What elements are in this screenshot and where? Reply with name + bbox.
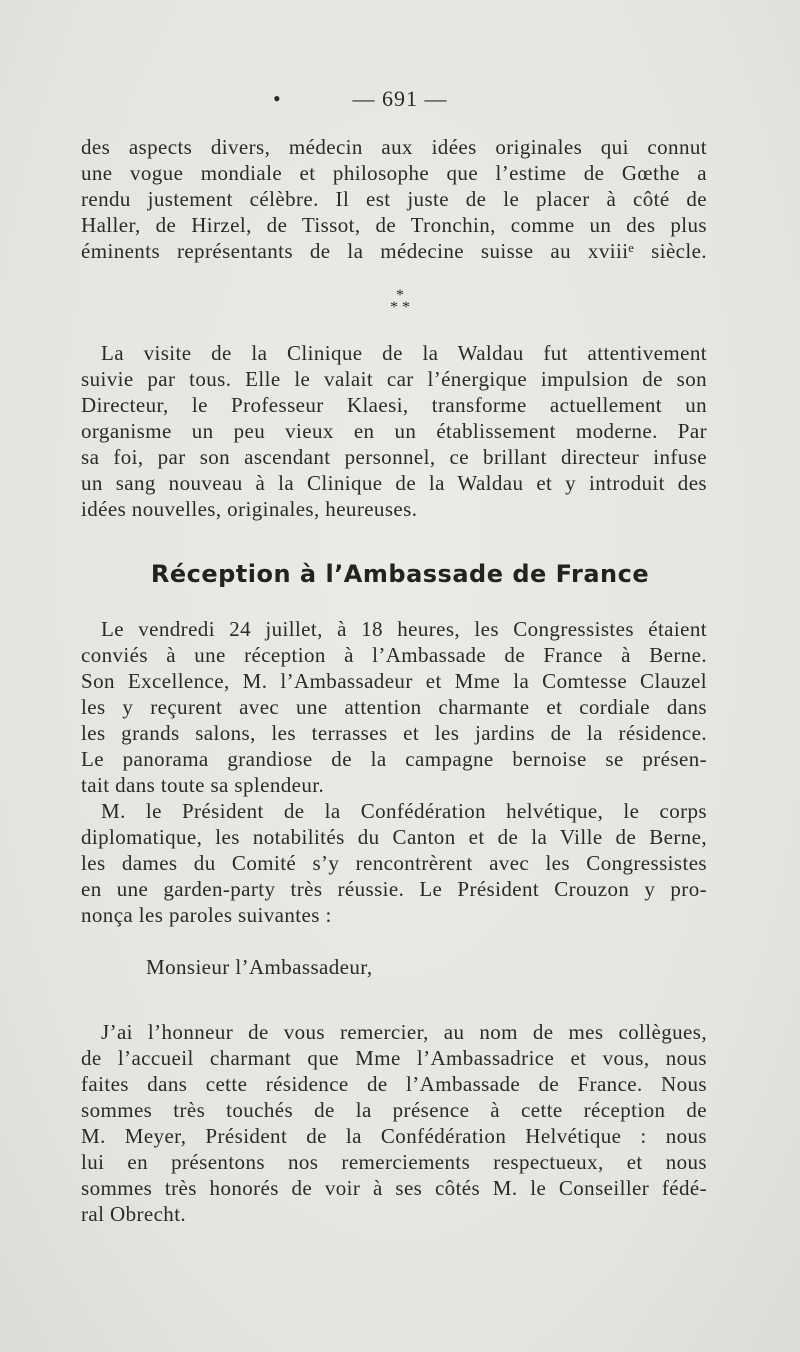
paragraph-1 <box>81 134 707 264</box>
text-line: Le panorama grandiose de la campagne bernoise se présen- <box>81 747 707 771</box>
text-line: Directeur, le Professeur Klaesi, transforme actuellement un <box>81 393 707 417</box>
text-line: idées nouvelles, originales, heureuses. <box>81 497 418 521</box>
text-line: rendu justement célèbre. Il est juste de le placer à côté de <box>81 187 707 211</box>
page-number: — 691 — <box>352 86 448 111</box>
paragraph-5 <box>81 1019 707 1227</box>
text-line: Le vendredi 24 juillet, à 18 heures, les Congressistes étaient <box>101 617 707 641</box>
text-line: tait dans toute sa splendeur. <box>81 773 325 797</box>
section-heading: Réception à l’Ambassade de France <box>150 560 650 588</box>
text-line: faites dans cette résidence de l’Ambassade de France. Nous <box>81 1072 707 1096</box>
text-line: diplomatique, les notabilités du Canton et de la Ville de Berne, <box>81 825 707 849</box>
text-line: les grands salons, les terrasses et les jardins de la résidence. <box>81 721 707 745</box>
paragraph-4 <box>81 798 707 928</box>
page-dot: • <box>273 86 281 111</box>
text-line: organisme un peu vieux en un établissement moderne. Par <box>81 419 707 443</box>
text-line: La visite de la Clinique de la Waldau fut attentivement <box>101 341 707 365</box>
text-line: les dames du Comité s’y rencontrèrent avec les Congressistes <box>81 851 707 875</box>
text-line: nonça les paroles suivantes : <box>81 903 332 927</box>
text-line: des aspects divers, médecin aux idées originales qui connut <box>81 135 707 159</box>
text-line: suivie par tous. Elle le valait car l’énergique impulsion de son <box>81 367 707 391</box>
text-line: un sang nouveau à la Clinique de la Waldau et y introduit des <box>81 471 707 495</box>
text-line: sa foi, par son ascendant personnel, ce brillant directeur infuse <box>81 445 707 469</box>
paragraph-2 <box>81 340 707 522</box>
paragraph-3 <box>81 616 707 798</box>
text-line: sommes très honorés de voir à ses côtés M. le Conseiller fédé- <box>81 1176 707 1200</box>
text-line: éminents représentants de la médecine suisse au xviiiᵉ siècle. <box>81 239 707 263</box>
text-line: ral Obrecht. <box>81 1202 187 1226</box>
text-line: sommes très touchés de la présence à cette réception de <box>81 1098 707 1122</box>
text-line: M. le Président de la Confédération helvétique, le corps <box>101 799 707 823</box>
section-separator <box>0 287 800 316</box>
text-line: M. Meyer, Président de la Confédération Helvétique : nous <box>81 1124 707 1148</box>
text-line: en une garden-party très réussie. Le Président Crouzon y pro- <box>81 877 707 901</box>
salutation: Monsieur l’Ambassadeur, <box>146 955 373 979</box>
text-line: Haller, de Hirzel, de Tissot, de Tronchin, comme un des plus <box>81 213 707 237</box>
text-line: de l’accueil charmant que Mme l’Ambassadrice et vous, nous <box>81 1046 707 1070</box>
separator-stars-bottom: * * <box>390 299 410 316</box>
text-line: lui en présentons nos remerciements respectueux, et nous <box>81 1150 707 1174</box>
separator-star-top: * <box>396 287 404 304</box>
text-line: conviés à une réception à l’Ambassade de France à Berne. <box>81 643 707 667</box>
text-line: Son Excellence, M. l’Ambassadeur et Mme la Comtesse Clauzel <box>81 669 707 693</box>
text-line: J’ai l’honneur de vous remercier, au nom de mes collègues, <box>101 1020 707 1044</box>
text-line: une vogue mondiale et philosophe que l’estime de Gœthe a <box>81 161 707 185</box>
text-line: les y reçurent avec une attention charmante et cordiale dans <box>81 695 707 719</box>
